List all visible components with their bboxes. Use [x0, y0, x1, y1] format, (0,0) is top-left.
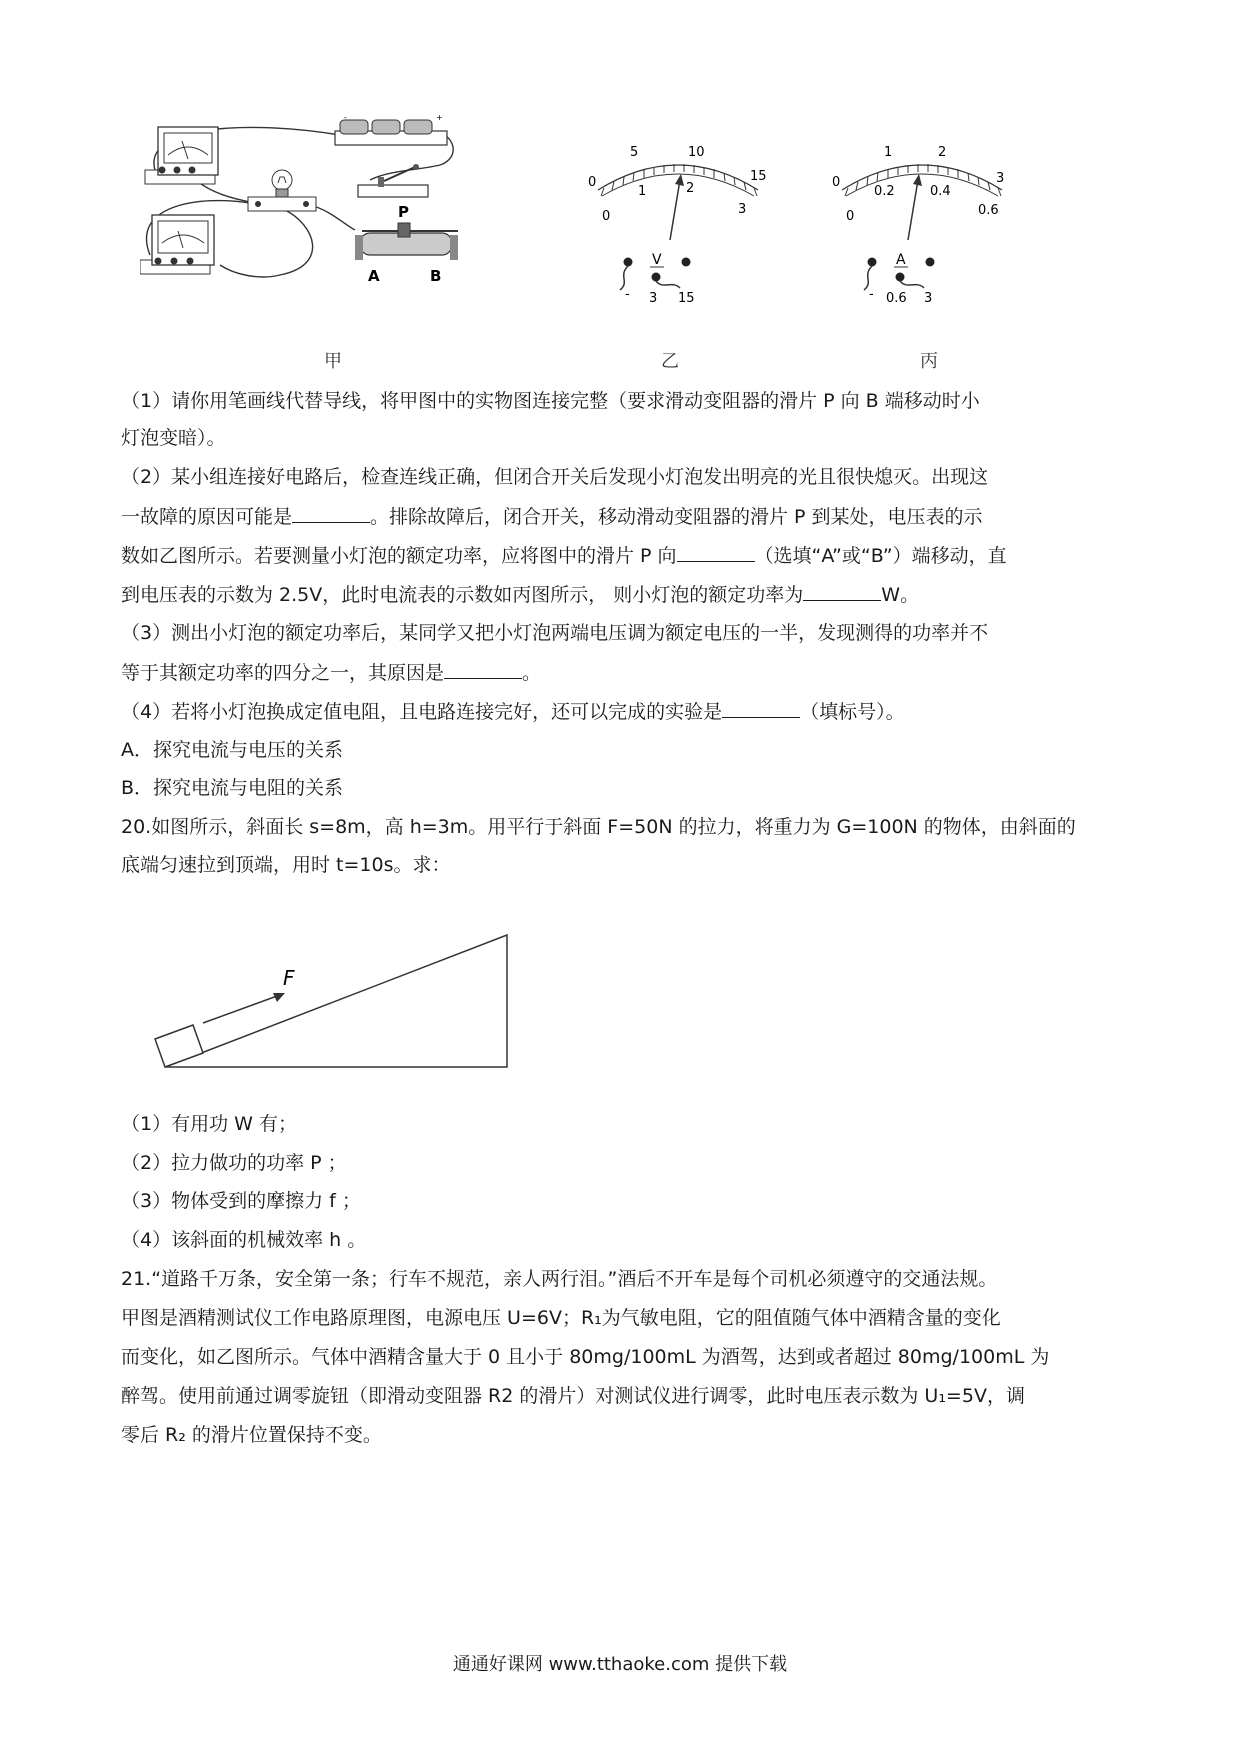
q19-p2-line3-a: 数如乙图所示。若要测量小灯泡的额定功率，应将图中的滑片 P 向	[121, 545, 677, 567]
terminal-neg: -	[869, 287, 874, 302]
end-a-label: A	[368, 267, 380, 285]
battery-pack	[335, 115, 447, 145]
dial-upper-3: 3	[996, 171, 1005, 186]
q21-line5: 零后 R₂ 的滑片位置保持不变。	[121, 1424, 382, 1446]
q19-p2-line2	[121, 502, 983, 530]
terminal-0.6: 0.6	[886, 291, 907, 306]
block	[155, 1025, 203, 1067]
q19-p2-line3	[121, 541, 1007, 569]
answer-blank-power[interactable]	[803, 580, 881, 601]
dial-upper-0: 0	[832, 175, 841, 190]
ammeter-dial-bing	[812, 140, 1042, 310]
q21-line4: 醉驾。使用前通过调零旋钮（即滑动变阻器 R2 的滑片）对测试仪进行调零，此时电压表示数为 U₁=5V，调	[121, 1385, 1025, 1407]
dial-upper-0: 0	[588, 175, 597, 190]
q19-p2-line4-b: W。	[881, 584, 920, 606]
dial-upper-2: 2	[938, 145, 947, 160]
q19-p2-line4-a: 到电压表的示数为 2.5V，此时电流表的示数如丙图所示， 则小灯泡的额定功率为	[121, 584, 804, 606]
terminal-3: 3	[924, 291, 933, 306]
slider-p-label: P	[398, 203, 409, 221]
q19-p4	[121, 697, 905, 725]
q19-p3-line2-a: 等于其额定功率的四分之一，其原因是	[121, 662, 445, 684]
answer-blank-reason[interactable]	[444, 658, 522, 679]
q20-line2: 底端匀速拉到顶端，用时 t=10s。求：	[121, 854, 451, 876]
dial-needle	[908, 174, 922, 240]
terminal-3: 3	[649, 291, 658, 306]
q21-line1: 21.“道路千万条，安全第一条；行车不规范，亲人两行泪。”酒后不开车是每个司机必须遵守的交通法规。	[121, 1268, 998, 1290]
dial-lower-2: 2	[686, 181, 695, 196]
rheostat	[355, 223, 458, 260]
force-label: F	[283, 966, 295, 990]
page-footer: 通通好课网 www.tthaoke.com 提供下载	[452, 1654, 788, 1675]
caption-jia: 甲	[324, 351, 342, 372]
dial-upper-15: 15	[750, 169, 767, 184]
terminal-15: 15	[678, 291, 695, 306]
light-bulb	[248, 170, 316, 211]
dial-lower-1: 1	[638, 184, 647, 199]
q21-line3: 而变化，如乙图所示。气体中酒精含量大于 0 且小于 80mg/100mL 为酒驾，达到或者超过 80mg/100mL 为	[121, 1346, 1050, 1368]
dial-lower-0: 0	[602, 209, 611, 224]
q19-p4-b: （填标号）。	[800, 701, 905, 723]
wire	[310, 205, 355, 230]
q19-option-b: B．探究电流与电阻的关系	[121, 777, 344, 799]
q20-sub1: （1）有用功 W 有；	[121, 1113, 297, 1135]
dial-lower-0: 0	[846, 209, 855, 224]
dial-lower-0.2: 0.2	[874, 184, 895, 199]
caption-bing: 丙	[920, 351, 938, 372]
q20-sub4: （4）该斜面的机械效率 h 。	[121, 1229, 367, 1251]
circuit-figure-jia	[140, 115, 500, 320]
svg-text:-: -	[344, 115, 347, 122]
q19-p2-line2-b: 。排除故障后，闭合开关，移动滑动变阻器的滑片 P 到某处，电压表的示	[370, 506, 983, 528]
dial-lower-3: 3	[738, 202, 747, 217]
caption-yi: 乙	[661, 351, 679, 372]
q19-p2-line3-b: （选填“A”或“B”）端移动，直	[754, 545, 1007, 567]
dial-upper-1: 1	[884, 145, 893, 160]
dial-unit-v: V	[652, 252, 662, 268]
q19-p3-line1: （3）测出小灯泡的额定功率后，某同学又把小灯泡两端电压调为额定电压的一半，发现测得的功率并不	[121, 622, 989, 644]
svg-text:+: +	[436, 115, 443, 122]
incline-diagram	[145, 925, 525, 1085]
answer-blank-experiment[interactable]	[722, 697, 800, 718]
q21-line2: 甲图是酒精测试仪工作电路原理图，电源电压 U=6V；R₁为气敏电阻，它的阻值随气体中酒精含量的变化	[121, 1307, 1001, 1329]
answer-blank-direction[interactable]	[677, 541, 755, 562]
q20-sub3: （3）物体受到的摩擦力 f ；	[121, 1190, 361, 1212]
dial-lower-0.6: 0.6	[978, 203, 999, 218]
terminal-neg: -	[625, 287, 630, 302]
q19-p3-line2	[121, 658, 541, 686]
q20-sub2: （2）拉力做功的功率 P ；	[121, 1152, 347, 1174]
q20-line1: 20.如图所示，斜面长 s=8m，高 h=3m。用平行于斜面 F=50N 的拉力，将重力为 G=100N 的物体，由斜面的	[121, 816, 1076, 838]
q19-p4-a: （4）若将小灯泡换成定值电阻，且电路连接完好，还可以完成的实验是	[121, 701, 723, 723]
force-arrow	[203, 993, 285, 1023]
dial-upper-10: 10	[688, 145, 705, 160]
q19-p1-line1: （1）请你用笔画线代替导线，将甲图中的实物图连接完整（要求滑动变阻器的滑片 P 向 B 端移动时小	[121, 390, 980, 412]
dial-ticks	[845, 164, 1001, 196]
answer-blank-fault[interactable]	[292, 502, 370, 523]
q19-p3-line2-b: 。	[522, 662, 542, 684]
q19-p2-line1: （2）某小组连接好电路后，检查连线正确，但闭合开关后发现小灯泡发出明亮的光且很快熄灭。出现这	[121, 466, 989, 488]
q19-p2-line2-a: 一故障的原因可能是	[121, 506, 293, 528]
end-b-label: B	[430, 267, 442, 285]
dial-lower-0.4: 0.4	[930, 184, 951, 199]
incline-triangle	[165, 935, 507, 1067]
q19-option-a: A．探究电流与电压的关系	[121, 739, 343, 761]
dial-unit-a: A	[896, 252, 906, 268]
voltmeter-dial-yi	[568, 140, 798, 310]
switch	[358, 164, 428, 197]
q19-p2-line4	[121, 580, 919, 608]
q19-p1-line2: 灯泡变暗）。	[121, 427, 226, 449]
dial-upper-5: 5	[630, 145, 639, 160]
dial-arc-inner	[846, 174, 998, 196]
wire	[220, 210, 313, 277]
dial-needle	[670, 174, 684, 240]
